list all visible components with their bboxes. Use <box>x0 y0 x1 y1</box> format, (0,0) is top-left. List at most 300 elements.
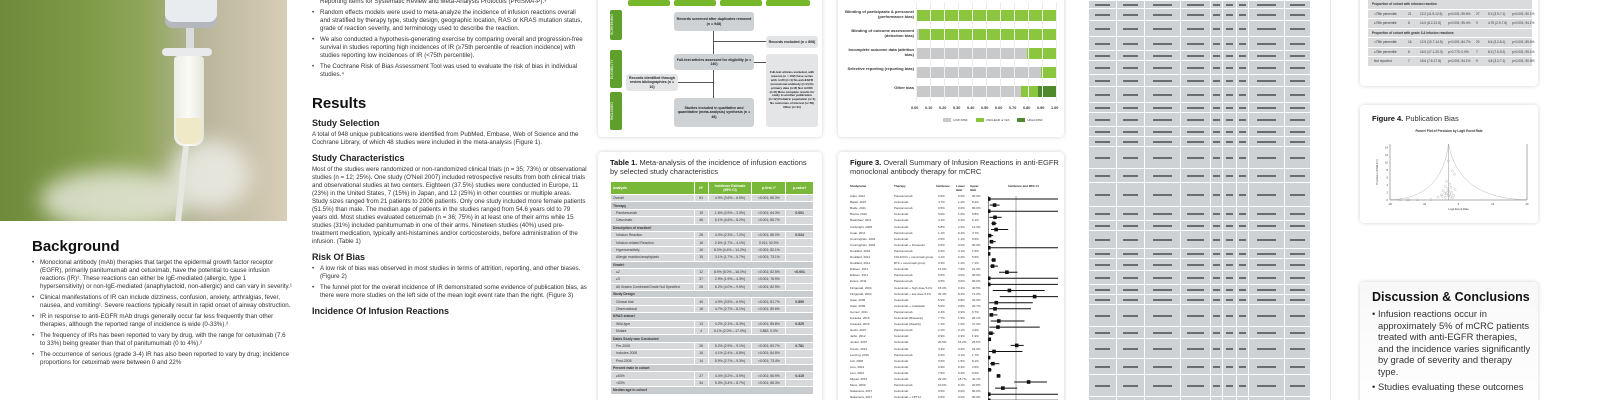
table1-cell: 16 <box>694 350 708 357</box>
table1-group-row <box>611 224 814 231</box>
table2-cell: 6 <box>1408 49 1410 54</box>
table1-header: Incidence Estimate (95% CI) <box>708 182 752 195</box>
forest-cell-inc: 0.4% <box>938 248 945 253</box>
study-table-cell <box>1284 305 1310 326</box>
forest-cell-lo: 0.3% <box>958 334 965 339</box>
prisma-included-box: Studies included in qualitative and quantitative (meta-analysis) synthesis (n = 48) <box>674 98 754 127</box>
study-table-cell <box>1222 21 1236 36</box>
axis-tick-label: 0.80 <box>1023 106 1031 110</box>
study-table-cell <box>1116 327 1144 338</box>
study-table-row <box>1088 168 1310 182</box>
study-table-cell <box>1144 113 1180 126</box>
study-table-cell <box>1180 375 1210 396</box>
study-table-cell <box>1248 285 1284 294</box>
table2-row <box>1368 19 1535 29</box>
forest-point-estimate <box>1001 386 1005 390</box>
study-table-cell <box>1284 51 1310 60</box>
table1-cell <box>786 254 814 261</box>
study-table-cell <box>1116 305 1144 326</box>
prisma-source-box <box>766 0 810 6</box>
forest-point-estimate <box>994 301 998 305</box>
study-table-cell <box>1088 37 1116 50</box>
forest-cell-lo: 0.1% <box>958 328 965 333</box>
study-table-cell <box>1248 147 1284 168</box>
table1-cell: Wild-type <box>611 320 695 327</box>
study-table-cell <box>1236 305 1248 326</box>
table1-row <box>611 342 814 349</box>
table1-cell: <0.001; 82.9% <box>752 283 786 290</box>
forest-cell-study: Nakamura, 2017 <box>850 395 873 400</box>
study-table-cell <box>1088 327 1116 338</box>
study-table-cell <box>1180 249 1210 258</box>
study-table-cell <box>1236 51 1248 60</box>
study-table-cell <box>1180 169 1210 182</box>
study-table-cell <box>1210 127 1222 136</box>
funnel-boundary <box>1390 144 1527 200</box>
table2-cell: 5.3 (3.9-7.1) <box>1488 11 1506 16</box>
forest-cell-inc: 2.5% <box>938 236 945 241</box>
study-table-cell <box>1222 285 1236 294</box>
study-table-cell <box>1284 295 1310 304</box>
study-table-cell <box>1116 137 1144 146</box>
study-table-cell <box>1116 375 1144 396</box>
study-table-cell <box>1248 249 1284 258</box>
study-table-cell <box>1222 221 1236 230</box>
forest-cell-study: Gomez, 2011 <box>850 309 868 314</box>
table2-cell: 8.3 (7.5-9.2) <box>1488 49 1506 54</box>
study-table-cell <box>1236 285 1248 294</box>
forest-cell-therapy: Cetuximab <box>894 358 909 363</box>
table1-cell: 1.6% (0.9% – 3.3%) <box>708 209 752 216</box>
forest-cell-therapy: Panitumumab <box>894 206 913 211</box>
y-tick-label: 6 <box>1386 176 1388 180</box>
table1-cell: 4.7% (2.7% – 8.1%) <box>708 305 752 312</box>
forest-cell-hi: 30.7% <box>972 303 981 308</box>
table1-cell: <0.001; 76.9% <box>752 276 786 283</box>
forest-cell-study: Douillard, 2010 <box>850 248 871 253</box>
gridline <box>958 2 959 102</box>
table1-cell: 37 <box>694 276 708 283</box>
table1-cell <box>786 283 814 290</box>
prisma-screened-box: Records screened after duplicates removed (n = 948) <box>674 12 754 31</box>
forest-cell-lo: 2.4% <box>958 218 965 223</box>
forest-point-estimate <box>988 197 991 201</box>
forest-cell-hi: 6.1% <box>972 218 979 223</box>
table1-cell: Mutant <box>611 328 695 335</box>
methods-lead-line: Reporting Items for Systematic Review and Meta-Analysis Protocols (PRISMA-P).³ <box>320 0 547 5</box>
study-table-cell <box>1248 9 1284 20</box>
forest-cell-study: Liou, 2004 <box>850 370 865 375</box>
table1-cell <box>786 217 814 224</box>
forest-header-incidence: Incidence <box>936 184 950 188</box>
forest-point-estimate <box>988 356 990 360</box>
funnel-plot-card <box>1360 105 1538 223</box>
forest-cell-study: Liou, 2004 <box>850 364 865 369</box>
table2-cell: 7 <box>1476 49 1478 54</box>
table2-row <box>1368 10 1535 20</box>
table1-row <box>611 254 814 261</box>
forest-cell-therapy: Cetuximab <box>894 297 909 302</box>
table2-cell: 9 <box>1476 59 1478 63</box>
table2-cell: p<0.001; 84.7% <box>1448 40 1471 44</box>
table1-cell: <0.001; 88.3% <box>752 379 786 386</box>
study-table-row <box>1088 50 1310 60</box>
risk-of-bias-label: Blinding of outcome assessment (detection bias) <box>851 28 914 38</box>
study-table-cell <box>1210 207 1222 220</box>
figure3-title: Figure 3. Overall Summary of Infusion Reactions in anti-EGFR monoclonal antibody therapy for mCRC <box>850 158 1059 176</box>
study-table-cell <box>1248 339 1284 358</box>
forest-cell-hi: 8.3% <box>972 200 979 205</box>
study-table-cell <box>1210 21 1222 36</box>
table2-cell: 4.8 (3.2-7.1) <box>1488 59 1506 63</box>
study-table-cell <box>1144 295 1180 304</box>
study-table-cell <box>1222 137 1236 146</box>
study-table-cell <box>1248 327 1284 338</box>
study-table-cell <box>1144 51 1180 60</box>
study-table-cell <box>1284 103 1310 112</box>
study-table-cell <box>1116 147 1144 168</box>
forest-cell-hi: 9.8% <box>972 212 979 217</box>
forest-cell-hi: 90.0% <box>972 273 981 278</box>
study-table-row <box>1088 220 1310 230</box>
study-table-cell <box>1116 169 1144 182</box>
forest-header-ci: Incidence and 95% CI <box>1008 184 1039 188</box>
study-table-cell <box>1210 285 1222 294</box>
forest-cell-lo: 1.0% <box>958 212 965 217</box>
funnel-point <box>1430 199 1432 201</box>
table1-cell: 0.011; 52.0% <box>752 239 786 246</box>
x-axis-label: Logit Event Rate <box>1448 207 1469 211</box>
study-table-cell <box>1210 339 1222 358</box>
study-table-cell <box>1284 249 1310 258</box>
forest-cell-inc: 0.5% <box>938 194 945 198</box>
table1-cell: All Grades Combined/Grade Not Specified <box>611 283 695 290</box>
study-table-cell <box>1144 339 1180 358</box>
forest-cell-study: Miguel, 2013 <box>850 377 868 381</box>
background-bullet: • Clinical manifestations of IR can include dizziness, confusion, anxiety, arthralgias, fever, nausea, and vomiting¹. Severe reactions typically result in rapid onset of airway obstruction. <box>32 294 292 310</box>
forest-cell-study: Cunningham, 2004 <box>850 242 876 247</box>
funnel-point <box>1447 194 1449 196</box>
study-table-cell <box>1236 21 1248 36</box>
study-table-cell <box>1144 375 1180 396</box>
table1-cell: 4.9% (3.6% – 6.5%) <box>708 195 752 202</box>
study-table-cell <box>1236 375 1248 396</box>
study-table-cell <box>1236 1 1248 8</box>
forest-cell-inc: 20.5% <box>938 340 947 345</box>
forest-cell-lo: 5.1% <box>958 383 965 388</box>
x-tick-label: 20 <box>1525 203 1529 206</box>
table1-cell: 4.2% (2.1% – 8.3%) <box>708 320 752 327</box>
table1-group-label: Dates Study was Conducted <box>611 335 814 342</box>
study-table-cell <box>1248 231 1284 248</box>
study-table-cell <box>1236 9 1248 20</box>
table1-cell <box>786 305 814 312</box>
forest-cell-lo: 18.7% <box>958 377 967 381</box>
forest-cell-inc: 4.3% <box>938 346 945 351</box>
study-table-cell <box>1180 147 1210 168</box>
study-table-cell <box>1210 169 1222 182</box>
table1-cell: Observational <box>611 305 695 312</box>
forest-cell-lo: 2.2% <box>958 255 965 259</box>
forest-plot <box>988 196 1058 400</box>
forest-cell-hi: 14.4% <box>972 224 981 229</box>
forest-cell-hi: 9.0% <box>972 370 979 375</box>
study-table-cell <box>1180 359 1210 374</box>
study-table-row <box>1088 248 1310 258</box>
gridline <box>1042 2 1043 102</box>
forest-cell-study: Adjei, 2012 <box>850 194 866 198</box>
table1-row <box>611 239 814 246</box>
study-table-cell <box>1222 271 1236 284</box>
study-table-cell <box>1088 375 1116 396</box>
study-table-cell <box>1222 339 1236 358</box>
study-table-cell <box>1116 339 1144 358</box>
table1-cell: 4.1% (2.4% – 6.8%) <box>708 350 752 357</box>
forest-cell-inc: 10.6% <box>938 383 947 388</box>
study-table-row <box>1088 270 1310 284</box>
study-table-cell <box>1144 75 1180 86</box>
prisma-fulltext-box: Full-text articles assessed for eligibility (n = 140) <box>674 54 754 70</box>
table2-cell: 27 <box>1476 11 1480 16</box>
study-table-cell <box>1144 285 1180 294</box>
study-table-cell <box>1236 183 1248 206</box>
bar-segment-low <box>916 86 1021 97</box>
study-table-cell <box>1236 249 1248 258</box>
study-table-cell <box>1180 9 1210 20</box>
study-table-cell <box>1248 1 1284 8</box>
study-table-cell <box>1088 61 1116 74</box>
study-table-cell <box>1210 103 1222 112</box>
forest-cell-lo: 1.9% <box>958 316 965 320</box>
forest-cell-lo: 0.0% <box>958 242 965 247</box>
table1-cell: <0.001; 85.3% <box>752 195 786 202</box>
forest-cell-inc: 7.5% <box>938 370 945 375</box>
forest-header-upper: Upper limit <box>970 184 979 192</box>
study-characteristics-text: Most of the studies were randomized or non-randomized clinical trials (n = 35; 73%) or observational studies (n = 12; 25%). One study (O'Neil 2007) included retrospective results from both clinical trials and observational studies at two centers. Eighteen (37.5%) studies were conducted in Europe, 11 (23%) in the United States, 7 (15%) in Japan, and 12 (25%) in other counties or multiple areas. Study sizes ranged from 21 patients to 2006 patients. Only one study included more female patients (51.5%) than male. The median age of patients in the studies ranged from 54.6 years old to 79 years old. Most studies evaluated cetuximab (n = 36; 75%) in at least one of their arms while 15 studies (31%) included panitumumab in one of their arms. Nineteen studies (40%) used pre-treatment medication, typically anti-histamines and/or corticosteroids, before administration of the infusion. (Table 1) <box>312 166 587 245</box>
study-table-cell <box>1284 271 1310 284</box>
study-table-cell <box>1088 169 1116 182</box>
table1-cell: 4.9% (3.5% – 6.9%) <box>708 298 752 305</box>
study-table-cell <box>1088 207 1116 220</box>
table1-cell: 3.1% (1.7% – 5.7%) <box>708 254 752 261</box>
table2-cell: p<0.001; 90.6% <box>1512 59 1535 63</box>
table1-cell: 26 <box>694 283 708 290</box>
forest-header-lower: Lower limit <box>956 184 965 192</box>
funnel-plot-title: Funnel Plot of Precision by Logit Event Rate <box>1415 129 1483 133</box>
prisma-bibliographies-box: Records identified through review bibliographies (n = 10) <box>626 74 678 91</box>
table1-cell: <0.001; 85.7% <box>752 217 786 224</box>
study-table-cell <box>1210 1 1222 8</box>
study-table-cell <box>1222 359 1236 374</box>
table1-header: p-value† <box>786 182 814 195</box>
forest-cell-lo: 0.0% <box>958 279 965 284</box>
study-table-cell <box>1222 37 1236 50</box>
forest-cell-lo: 0.0% <box>958 206 965 211</box>
forest-cell-hi: 90.0% <box>972 279 981 284</box>
table2-cell: p<0.001; 89.6% <box>1512 40 1535 44</box>
table1-cell: 27 <box>694 372 708 379</box>
table1-cell: ≤2 <box>611 268 695 275</box>
table1-cell: Infusion-related Reaction <box>611 239 695 246</box>
forest-point-estimate <box>993 216 997 220</box>
study-table-row <box>1088 206 1310 220</box>
table1-cell: Overall <box>611 195 695 202</box>
forest-cell-therapy: Panitumumab <box>894 273 913 278</box>
study-table-cell <box>1210 183 1222 206</box>
funnel-point <box>1453 173 1455 175</box>
study-table-cell <box>1088 147 1116 168</box>
table1-row <box>611 305 814 312</box>
iv-neck <box>186 28 194 48</box>
study-table-cell <box>1248 259 1284 270</box>
forest-cell-study: Jaiho, 2012 <box>850 334 866 339</box>
forest-cell-inc: 0.9% <box>938 334 945 339</box>
study-table-cell <box>1210 259 1222 270</box>
study-table-cell <box>1236 37 1248 50</box>
forest-point-estimate <box>990 240 994 244</box>
background-bullet: • The frequency of IRs has been reported to vary by drug, with the range for cetuximab (7.6 to 33%) being greater than that of panitumumab (0 to 4%).² <box>32 332 292 348</box>
table1 <box>610 181 814 395</box>
table1-cell <box>786 276 814 283</box>
study-table-cell <box>1284 147 1310 168</box>
study-table-cell <box>1088 295 1116 304</box>
forest-cell-study: Kuraoka, 2016 <box>850 316 870 320</box>
axis-tick-label: 0.10 <box>925 106 933 110</box>
y-tick-label: 2 <box>1386 191 1388 195</box>
table1-title: Table 1. Meta-analysis of the incidence of infusion eactions by selected study characteristics <box>610 158 807 176</box>
study-table-cell <box>1116 87 1144 102</box>
discussion-bullets <box>1372 308 1532 395</box>
study-table-cell <box>1144 249 1180 258</box>
table1-header: p-first, I² <box>752 182 786 195</box>
study-table-cell <box>1088 103 1116 112</box>
table1-cell: 0.862; 0.0% <box>752 328 786 335</box>
study-table-row <box>1088 60 1310 74</box>
study-table-cell <box>1284 339 1310 358</box>
forest-cell-study: Gaisi, 2009 <box>850 297 866 302</box>
forest-cell-therapy: Cetuximab <box>894 212 909 217</box>
study-table-cell <box>1144 169 1180 182</box>
x-tick-label: 10 <box>1491 203 1495 206</box>
study-table-cell <box>1144 9 1180 20</box>
table1-group-label: Percent male in cohort <box>611 364 814 371</box>
study-table-cell <box>1116 113 1144 126</box>
study-table-cell <box>1116 359 1144 374</box>
y-tick-label: 0 <box>1386 198 1388 202</box>
forest-cell-inc: 13.5% <box>938 267 947 272</box>
study-table-cell <box>1248 207 1284 220</box>
study-table-cell <box>1144 327 1180 338</box>
forest-cell-lo: 1.4% <box>958 261 965 266</box>
study-table-row <box>1088 146 1310 168</box>
forest-cell-hi: 90.0% <box>972 206 981 211</box>
forest-cell-study: Douillard, 2014 <box>850 261 871 266</box>
study-table-cell <box>1284 75 1310 86</box>
discussion-card <box>1360 282 1538 400</box>
study-table-cell <box>1180 285 1210 294</box>
study-table-cell <box>1116 51 1144 60</box>
study-table-cell <box>1088 305 1116 326</box>
legend-unclear: UNCLEAR or N/A <box>976 118 1010 122</box>
risk-of-bias-bullet: • The funnel plot for the overall incidence of IR demonstrated some evidence of publication bias, as there were more studies on the left side of the mean logit event rate than the right. (Figure 3) <box>312 284 587 300</box>
study-table-cell <box>1236 259 1248 270</box>
forest-cell-study: Brecia, 2010 <box>850 212 867 217</box>
table2-section-heading: Proportion of cohort with infusion reaction <box>1368 0 1532 10</box>
study-table-cell <box>1222 249 1236 258</box>
table2-cell: 14.0 (8.2-21.5) <box>1420 21 1441 25</box>
forest-cell-hi: 20.8% <box>972 383 981 388</box>
forest-point-estimate <box>988 283 991 287</box>
forest-cell-therapy: Cetuximab + high dose 5-FU <box>894 285 933 290</box>
study-table-cell <box>1284 137 1310 146</box>
study-table-cell <box>1180 259 1210 270</box>
x-tick-label: -10 <box>1422 203 1427 206</box>
study-table-cell <box>1248 75 1284 86</box>
table1-cell: Clinical trial <box>611 298 695 305</box>
study-table-cell <box>1210 137 1222 146</box>
forest-cell-therapy: Cetuximab <box>894 389 909 394</box>
table1-cell: 45 <box>694 298 708 305</box>
study-table-cell <box>1222 207 1236 220</box>
forest-cell-lo: 0.1% <box>958 248 965 253</box>
table1-cell: 14 <box>694 357 708 364</box>
study-table-cell <box>1222 127 1236 136</box>
table2-cell: 9 <box>1476 21 1478 25</box>
table1-cell: 28 <box>694 231 708 238</box>
prisma-arrow <box>678 82 713 83</box>
forest-cell-lo: 0.8% <box>958 297 965 302</box>
y-tick-label: 10 <box>1385 161 1388 165</box>
forest-cell-inc: 3.3% <box>938 261 945 266</box>
forest-cell-lo: 6.2% <box>958 370 965 375</box>
forest-cell-lo: 1.1% <box>958 236 965 241</box>
forest-point-estimate <box>997 374 1001 378</box>
forest-cell-inc: 0.5% <box>938 273 945 278</box>
table1-row <box>611 195 814 202</box>
forest-cell-study: Bradshaw, 2011 <box>850 218 872 223</box>
forest-cell-therapy: Cetuximab <box>894 364 909 369</box>
table2-cell: p<0.001; 94.1% <box>1448 59 1471 63</box>
study-table-cell <box>1144 183 1180 206</box>
study-table-cell <box>1284 231 1310 248</box>
study-table-cell <box>1248 61 1284 74</box>
study-table-cell <box>1222 305 1236 326</box>
study-table-cell <box>1236 271 1248 284</box>
prisma-flow-card <box>598 0 822 137</box>
axis-tick-label: 0.40 <box>967 106 975 110</box>
funnel-point <box>1442 190 1444 192</box>
study-selection-text: A total of 948 unique publications were identified from PubMed, Embase, Web of Science and the Cochrane Library, of which 48 studies were included in the meta-analysis (Figure 1). <box>312 131 579 146</box>
table1-row <box>611 276 814 283</box>
study-selection-heading: Study Selection <box>312 118 380 128</box>
table1-cell <box>786 379 814 386</box>
forest-point-estimate <box>988 392 991 396</box>
funnel-point <box>1452 194 1454 196</box>
study-table-cell <box>1144 259 1180 270</box>
table1-cell: 18 <box>694 239 708 246</box>
funnel-point <box>1449 183 1451 185</box>
table1-cell: 16 <box>694 305 708 312</box>
study-table-cell <box>1222 259 1236 270</box>
axis-tick-label: 0.60 <box>995 106 1003 110</box>
study-table-cell <box>1248 295 1284 304</box>
study-table-cell <box>1116 9 1144 20</box>
funnel-point <box>1437 196 1439 198</box>
study-table-cell <box>1180 61 1210 74</box>
forest-cell-study: Jonker, 2007 <box>850 340 868 345</box>
axis-tick-label: 1.00 <box>1051 106 1059 110</box>
study-table-cell <box>1116 249 1144 258</box>
